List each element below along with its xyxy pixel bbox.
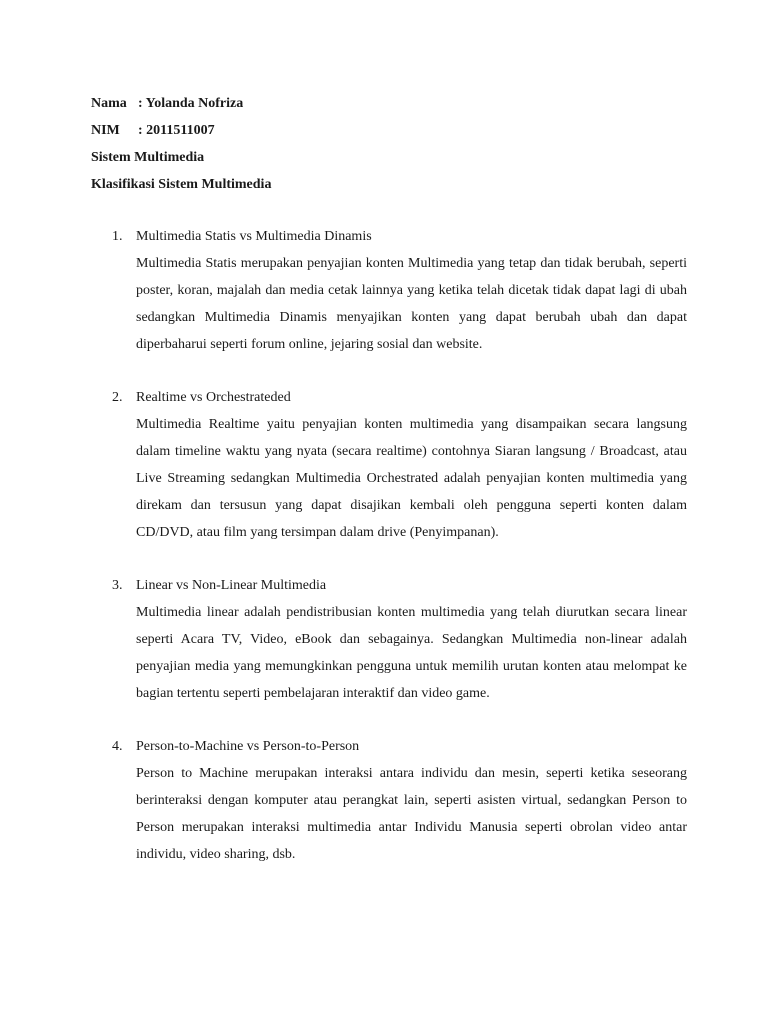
section-body: Multimedia Statis merupakan penyajian konten Multimedia yang tetap dan tidak berubah, seperti poster, koran, majalah dan media cetak lainnya yang ketika telah dicetak tidak dapat lagi di ubah sedangkan Multimedia Dinamis menyajikan konten yang dapat berubah ubah dan dapat diperbaharui seperti forum online, jejaring sosial dan website. [136, 256, 687, 352]
section-number: 3. [112, 578, 123, 593]
section-heading [112, 384, 687, 411]
nim-label: NIM [91, 123, 120, 138]
nim-line [91, 117, 691, 144]
course-title: Sistem Multimedia [91, 150, 205, 165]
name-value: : Yolanda Nofriza [138, 96, 244, 111]
section-list [112, 223, 687, 894]
section-body: Multimedia Realtime yaitu penyajian konten multimedia yang disampaikan secara langsung dalam timeline waktu yang nyata (secara realtime) contohnya Siaran langsung / Broadcast, atau Live Streaming sedangkan Multimedia Orchestrated adalah penyajian konten multimedia yang direkam dan tersusun yang dapat disajikan kembali oleh pengguna seperti konten dalam CD/DVD, atau film yang tersimpan dalam drive (Penyimpanan). [136, 417, 687, 540]
section-body: Person to Machine merupakan interaksi antara individu dan mesin, seperti ketika seseorang berinteraksi dengan komputer atau perangkat lain, seperti asisten virtual, sedangkan Person to Person merupakan interaksi multimedia antar Individu Manusia seperti obrolan video antar individu, video sharing, dsb. [136, 766, 687, 862]
nim-value: : 2011511007 [138, 123, 215, 138]
section-item [112, 384, 687, 546]
section-title-text: Linear vs Non-Linear Multimedia [136, 578, 327, 593]
section-body: Multimedia linear adalah pendistribusian konten multimedia yang telah diurutkan secara linear seperti Acara TV, Video, eBook dan sebagainya. Sedangkan Multimedia non-linear adalah penyajian media yang memungkinkan pengguna untuk memilih urutan konten atau melompat ke bagian tertentu seperti pembelajaran interaktif dan video game. [136, 605, 687, 701]
section-heading [112, 223, 687, 250]
section-item [112, 223, 687, 358]
section-title-text: Realtime vs Orchestrateded [136, 390, 291, 405]
name-line [91, 90, 691, 117]
section-title-text: Multimedia Statis vs Multimedia Dinamis [136, 229, 372, 244]
section-number: 4. [112, 739, 123, 754]
topic-title: Klasifikasi Sistem Multimedia [91, 177, 272, 192]
section-heading [112, 733, 687, 760]
section-number: 2. [112, 390, 123, 405]
document-header [91, 90, 691, 198]
section-heading [112, 572, 687, 599]
section-title-text: Person-to-Machine vs Person-to-Person [136, 739, 360, 754]
section-item [112, 733, 687, 868]
section-number: 1. [112, 229, 123, 244]
section-item [112, 572, 687, 707]
name-label: Nama [91, 96, 127, 111]
